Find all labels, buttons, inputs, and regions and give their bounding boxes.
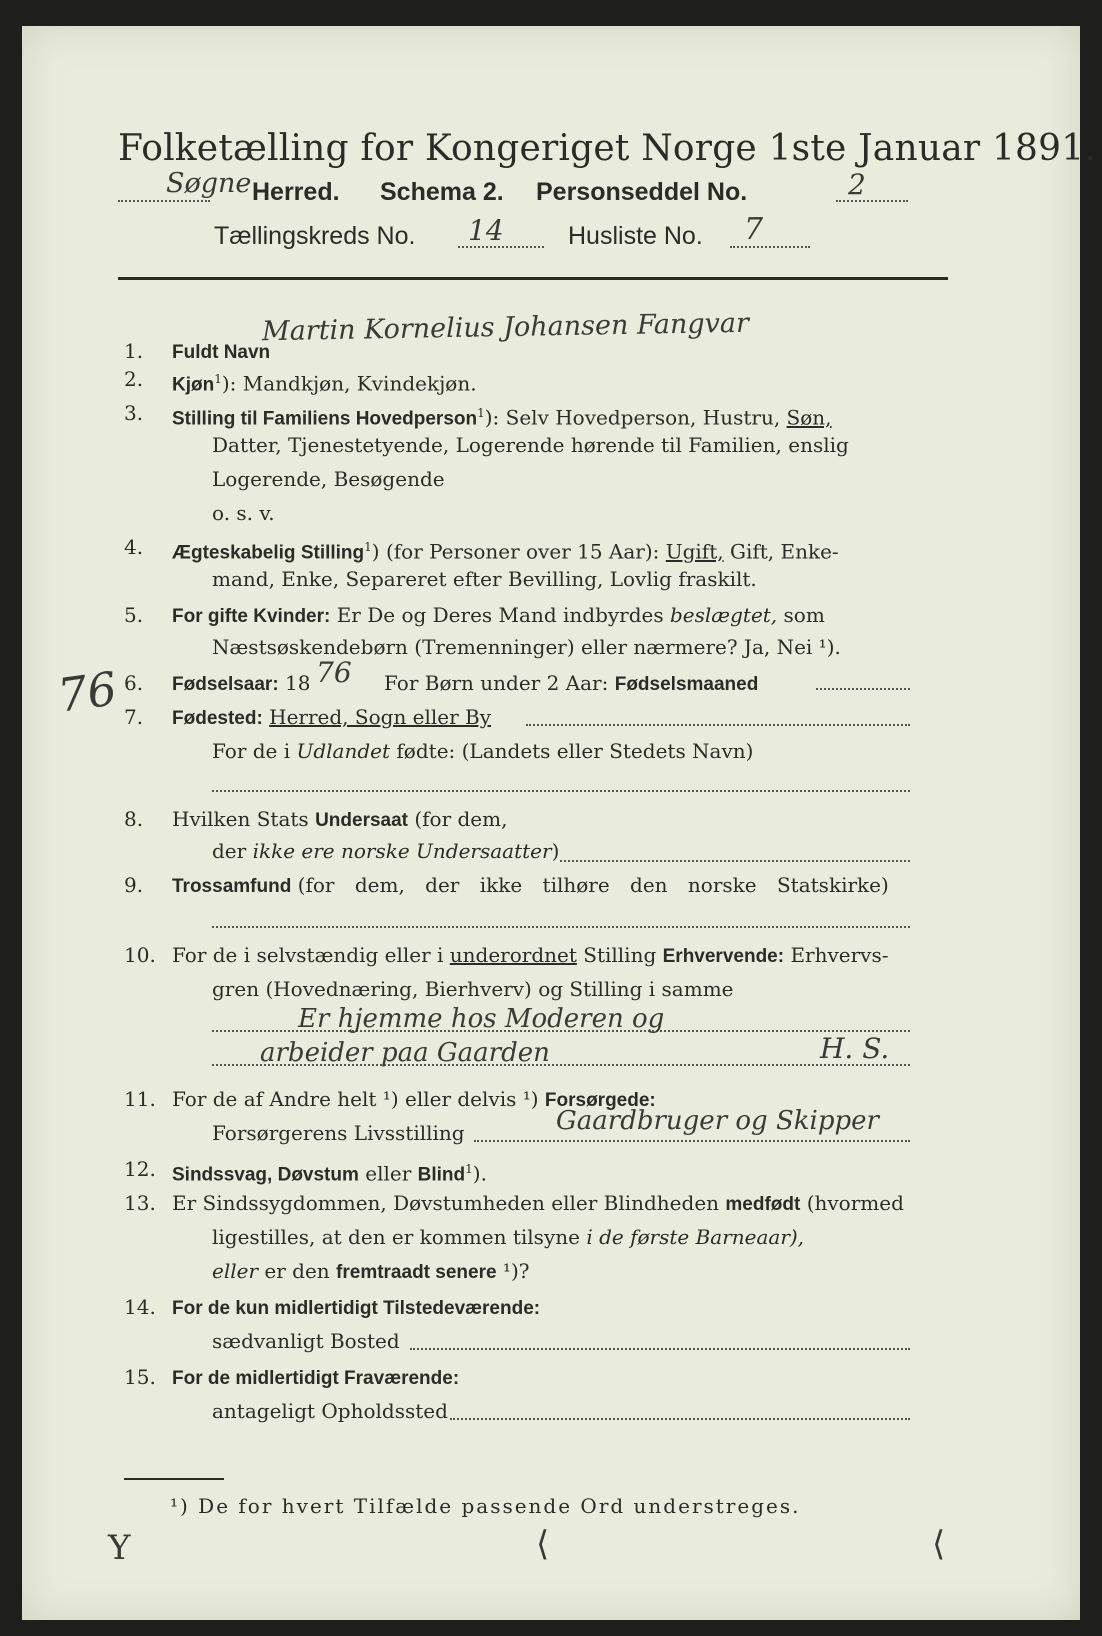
corner-mark-right: ⟨ [932,1524,946,1564]
margin-note: 76 [54,661,121,723]
selected-son: Søn, [786,405,832,430]
footnote: ¹) De for hvert Tilfælde passende Ord understreges. [170,1494,801,1518]
birthplace-fill-line [526,724,910,726]
occupation-initials: H. S. [820,1032,890,1065]
religion-fill-line [212,926,910,928]
form-title: Folketælling for Kongeriget Norge 1ste Januar 1891. [118,128,1097,169]
husliste-label: Husliste No. [568,222,703,250]
full-name-value: Martin Kornelius Johansen Fangvar [261,307,750,348]
birth-month-fill-line [816,688,910,690]
herred-fill-line [118,200,210,202]
husliste-value: 7 [744,212,764,247]
personseddel-fill-line [836,200,908,202]
kreds-label: Tællingskreds No. [214,222,416,250]
birth-year-value: 76 [316,656,352,689]
corner-mark-left: Y [108,1528,131,1568]
personseddel-label: Personseddel No. [536,178,748,206]
personseddel-value: 2 [848,168,866,201]
herred-value: Søgne [166,168,252,199]
kreds-value: 14 [468,214,504,247]
selected-unmarried: Ugift, [665,539,724,564]
footnote-rule [124,1478,224,1480]
citizenship-fill-line [560,860,910,862]
occupation-answer-2: arbeider paa Gaarden [260,1038,550,1068]
whereabouts-fill-line [450,1418,910,1420]
foreign-place-fill-line [212,790,910,792]
corner-mark-center: ⟨ [536,1524,550,1564]
residence-fill-line [410,1348,910,1350]
provider-answer: Gaardbruger og Skipper [556,1106,879,1136]
header-rule [118,277,948,280]
herred-label: Herred. [252,178,340,206]
schema-label: Schema 2. [380,178,504,206]
occupation-answer-1: Er hjemme hos Moderen og [298,1004,665,1034]
provider-fill-line [474,1140,910,1142]
husliste-fill-line [730,246,810,248]
